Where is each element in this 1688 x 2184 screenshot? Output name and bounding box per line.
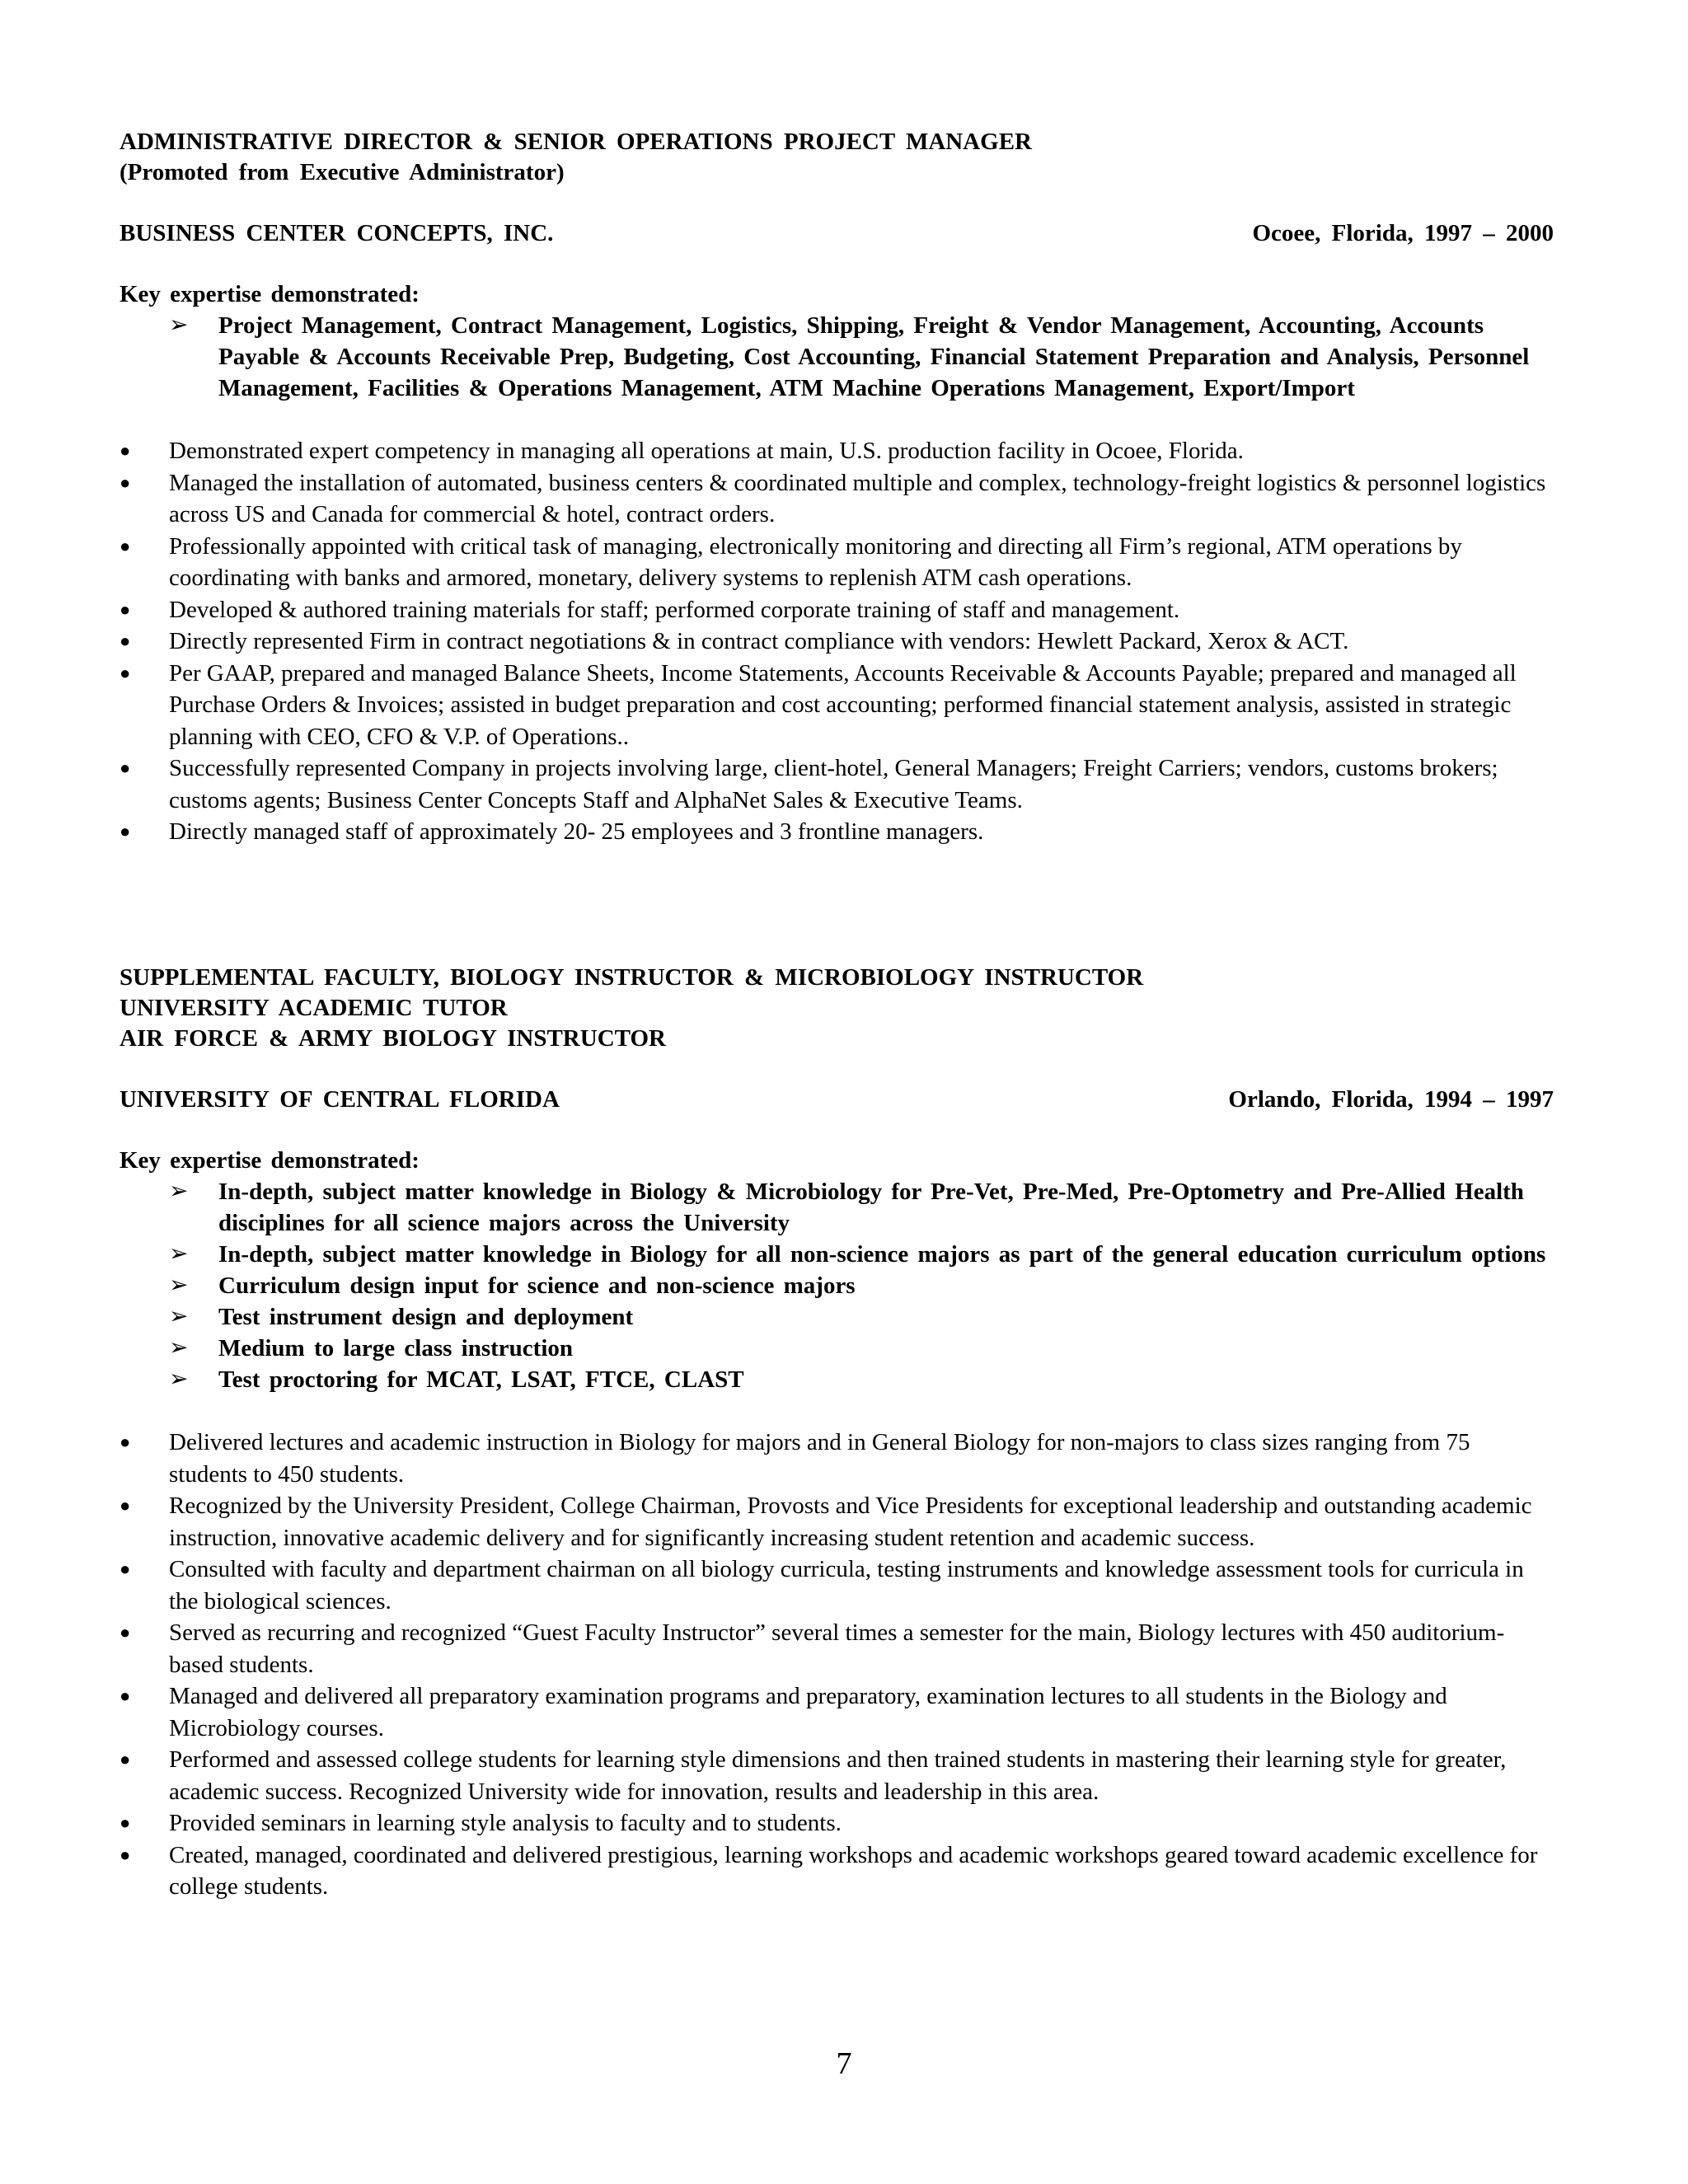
expertise-heading: Key expertise demonstrated:	[120, 281, 420, 307]
expertise-text: Curriculum design input for science and non-science majors	[218, 1272, 856, 1299]
bullet-icon: ●	[120, 440, 131, 461]
achievement-item	[120, 1807, 1554, 1840]
achievements-list	[120, 1427, 1554, 1903]
achievement-text: Successfully represented Company in projects involving large, client-hotel, General Managers; Freight Carriers; vendors, customs brokers; customs agents; Business Center Concepts Staff and AlphaNet Sales & Executive Teams.	[169, 755, 1498, 813]
employer-row	[120, 1085, 1554, 1115]
expertise-text: In-depth, subject matter knowledge in Biology & Microbiology for Pre-Vet, Pre-Med, Pre-Optometry and Pre-Allied Health disciplines for all science majors across the University	[218, 1179, 1524, 1236]
achievement-item	[120, 658, 1554, 753]
achievement-text: Created, managed, coordinated and delivered prestigious, learning workshops and academic workshops geared toward academic excellence for college students.	[169, 1841, 1538, 1900]
bullet-icon: ●	[120, 1558, 131, 1579]
expertise-heading: Key expertise demonstrated:	[120, 1147, 420, 1174]
expertise-item	[120, 1176, 1554, 1239]
achievement-item	[120, 1427, 1554, 1490]
expertise-text: Project Management, Contract Management, Logistics, Shipping, Freight & Vendor Management, Accounting, Accounts Payable & Accounts Receivable Prep, Budgeting, Cost Accounting, Financial Statement Preparation and Analysis, Personnel Management, Facilities & Operations Management, ATM Machine Operations Management, Export/Import	[218, 312, 1530, 401]
job-title: SUPPLEMENTAL FACULTY, BIOLOGY INSTRUCTOR & MICROBIOLOGY INSTRUCTOR	[120, 964, 1144, 991]
job-section-business-center-concepts	[120, 127, 1554, 848]
expertise-item	[120, 1301, 1554, 1333]
achievement-text: Managed the installation of automated, business centers & coordinated multiple and complex, technology-freight logistics & personnel logistics across US and Canada for commercial & hotel, contract orders.	[169, 469, 1546, 527]
job-title-military: AIR FORCE & ARMY BIOLOGY INSTRUCTOR	[120, 1025, 666, 1052]
arrow-bullet-icon: ➢	[169, 1179, 189, 1204]
achievement-item	[120, 626, 1554, 658]
achievement-text: Managed and delivered all preparatory examination programs and preparatory, examination lectures to all students in the Biology and Microbiology courses.	[169, 1683, 1447, 1741]
bullet-icon: ●	[120, 471, 131, 493]
achievement-text: Delivered lectures and academic instruction in Biology for majors and in General Biology for non-majors to class sizes ranging from 75 students to 450 students.	[169, 1429, 1470, 1488]
achievement-item	[120, 1680, 1554, 1744]
achievement-item	[120, 594, 1554, 626]
achievement-text: Professionally appointed with critical task of managing, electronically monitoring and directing all Firm’s regional, ATM operations by coordinating with banks and armored, monetary, delivery systems to replenish ATM cash operations.	[169, 532, 1462, 591]
achievement-text: Directly represented Firm in contract negotiations & in contract compliance with vendors: Hewlett Packard, Xerox & ACT.	[169, 628, 1349, 654]
expertise-item	[120, 1270, 1554, 1301]
job-title-subtitle: (Promoted from Executive Administrator)	[120, 159, 565, 185]
achievement-text: Directly managed staff of approximately 20- 25 employees and 3 frontline managers.	[169, 818, 984, 845]
achievement-text: Developed & authored training materials for staff; performed corporate training of staff and management.	[169, 596, 1180, 623]
bullet-icon: ●	[120, 1432, 131, 1452]
expertise-text: Test instrument design and deployment	[218, 1304, 634, 1330]
achievement-item	[120, 1744, 1554, 1807]
bullet-icon: ●	[120, 1749, 131, 1769]
bullet-icon: ●	[120, 1495, 131, 1516]
bullet-icon: ●	[120, 598, 131, 620]
bullet-icon: ●	[120, 1844, 131, 1865]
employer-row	[120, 218, 1554, 249]
arrow-bullet-icon: ➢	[169, 1335, 189, 1361]
achievement-item	[120, 816, 1554, 848]
expertise-list	[120, 1176, 1554, 1395]
expertise-item	[120, 1239, 1554, 1270]
bullet-icon: ●	[120, 757, 131, 778]
achievement-item	[120, 1840, 1554, 1903]
achievement-text: Performed and assessed college students for learning style dimensions and then trained students in mastering their learning style for greater, academic success. Recognized University wide for innovation, results and leadership in this area.	[169, 1746, 1507, 1805]
achievement-item	[120, 1490, 1554, 1554]
achievement-item	[120, 467, 1554, 531]
job-title-tutor: UNIVERSITY ACADEMIC TUTOR	[120, 995, 508, 1021]
expertise-item	[120, 1333, 1554, 1364]
employer-location-dates: Orlando, Florida, 1994 – 1997	[1228, 1086, 1554, 1113]
achievement-text: Consulted with faculty and department chairman on all biology curricula, testing instruments and knowledge assessment tools for curricula in the biological sciences.	[169, 1556, 1524, 1615]
bullet-icon: ●	[120, 1685, 131, 1706]
job-section-ucf	[120, 963, 1554, 1903]
page-number: 7	[836, 2046, 852, 2081]
expertise-text: Test proctoring for MCAT, LSAT, FTCE, CLAST	[218, 1366, 744, 1393]
arrow-bullet-icon: ➢	[169, 1304, 189, 1329]
achievement-text: Per GAAP, prepared and managed Balance Sheets, Income Statements, Accounts Receivable & Accounts Payable; prepared and managed all Purchase Orders & Invoices; assisted in budget preparation and cost accounting; performed financial statement analysis, assisted in strategic planning with CEO, CFO & V.P. of Operations..	[169, 659, 1517, 750]
expertise-text: Medium to large class instruction	[218, 1335, 574, 1361]
job-title: ADMINISTRATIVE DIRECTOR & SENIOR OPERATIONS PROJECT MANAGER	[120, 129, 1032, 155]
arrow-bullet-icon: ➢	[169, 1272, 189, 1298]
expertise-text: In-depth, subject matter knowledge in Biology for all non-science majors as part of the general education curriculum options	[218, 1241, 1546, 1268]
expertise-item	[120, 310, 1554, 404]
bullet-icon: ●	[120, 1622, 131, 1643]
employer-name: UNIVERSITY OF CENTRAL FLORIDA	[120, 1086, 560, 1113]
achievement-text: Served as recurring and recognized “Guest Faculty Instructor” several times a semester for the main, Biology lectures with 450 auditorium-based students.	[169, 1619, 1505, 1678]
bullet-icon: ●	[120, 630, 131, 651]
achievement-item	[120, 1554, 1554, 1617]
expertise-item	[120, 1364, 1554, 1395]
employer-name: BUSINESS CENTER CONCEPTS, INC.	[120, 220, 554, 246]
achievement-text: Demonstrated expert competency in managing all operations at main, U.S. production facility in Ocoee, Florida.	[169, 438, 1244, 464]
achievement-item	[120, 435, 1554, 467]
employer-location-dates: Ocoee, Florida, 1997 – 2000	[1252, 220, 1554, 246]
expertise-list	[120, 310, 1554, 404]
arrow-bullet-icon: ➢	[169, 1241, 189, 1267]
bullet-icon: ●	[120, 821, 131, 841]
bullet-icon: ●	[120, 662, 131, 683]
achievement-text: Recognized by the University President, College Chairman, Provosts and Vice Presidents for exceptional leadership and outstanding academic instruction, innovative academic delivery and for significantly increasing student retention and academic success.	[169, 1493, 1532, 1551]
achievement-item	[120, 531, 1554, 594]
achievement-item	[120, 1617, 1554, 1680]
achievements-list	[120, 435, 1554, 848]
arrow-bullet-icon: ➢	[169, 1366, 189, 1392]
achievement-item	[120, 752, 1554, 816]
achievement-text: Provided seminars in learning style analysis to faculty and to students.	[169, 1810, 842, 1836]
bullet-icon: ●	[120, 1812, 131, 1833]
arrow-bullet-icon: ➢	[169, 312, 189, 338]
bullet-icon: ●	[120, 535, 131, 556]
